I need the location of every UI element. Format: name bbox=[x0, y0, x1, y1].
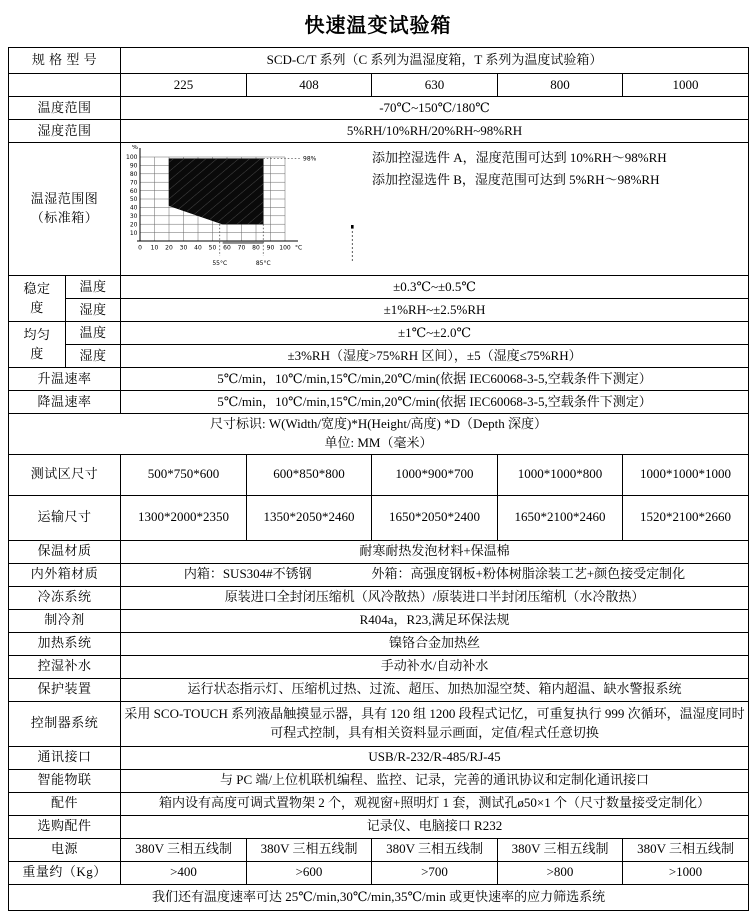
transport-size-row bbox=[9, 495, 749, 540]
stability-group-label: 稳定 度 bbox=[9, 276, 66, 322]
svg-text:40: 40 bbox=[194, 244, 202, 252]
spec-sheet-page bbox=[0, 9, 756, 911]
cooling-rate-label: 降温速率 bbox=[9, 391, 121, 414]
svg-text:50: 50 bbox=[129, 196, 138, 204]
weight-value: >1000 bbox=[623, 861, 749, 884]
insulation-row bbox=[9, 540, 749, 563]
temp-range-label: 温度范围 bbox=[9, 97, 121, 120]
model-cell: 225 bbox=[121, 74, 247, 97]
svg-text:70: 70 bbox=[129, 179, 138, 187]
spec-table bbox=[8, 47, 749, 911]
comm-port-value: USB/R-232/R-485/RJ-45 bbox=[121, 746, 749, 769]
transport-size-value: 1650*2050*2400 bbox=[372, 495, 498, 540]
stability-temp-label: 温度 bbox=[66, 276, 121, 299]
weight-value: >600 bbox=[247, 861, 372, 884]
test-area-value: 1000*1000*1000 bbox=[623, 454, 749, 495]
models-empty-cell bbox=[9, 74, 121, 97]
footer-row bbox=[9, 884, 749, 910]
accessories-value: 箱内设有高度可调式置物架 2 个，观视窗+照明灯 1 套，测试孔ø50×1 个（尺寸数量接受定制化） bbox=[121, 792, 749, 815]
uniformity-temp-row bbox=[9, 322, 749, 345]
comm-port-row bbox=[9, 746, 749, 769]
optional-row bbox=[9, 815, 749, 838]
chart-row bbox=[9, 143, 749, 276]
comm-port-label: 通讯接口 bbox=[9, 746, 121, 769]
humidify-water-value: 手动补水/自动补水 bbox=[121, 655, 749, 678]
svg-text:90: 90 bbox=[266, 244, 275, 252]
temp-humidity-range-chart bbox=[124, 145, 364, 273]
svg-text:40: 40 bbox=[129, 204, 138, 212]
svg-text:30: 30 bbox=[179, 244, 188, 252]
svg-text:60: 60 bbox=[223, 244, 231, 252]
humidify-water-label: 控湿补水 bbox=[9, 655, 121, 678]
svg-text:10: 10 bbox=[150, 244, 159, 252]
test-area-value: 600*850*800 bbox=[247, 454, 372, 495]
iot-label: 智能物联 bbox=[9, 769, 121, 792]
box-material-row bbox=[9, 563, 749, 586]
svg-text:10: 10 bbox=[129, 229, 138, 237]
stability-temp-value: ±0.3℃~±0.5℃ bbox=[121, 276, 749, 299]
footer-note: 我们还有温度速率可达 25℃/min,30℃/min,35℃/min 或更快速率的应力筛选系统 bbox=[9, 884, 749, 910]
uniformity-humidity-value: ±3%RH（湿度>75%RH 区间），±5（湿度≤75%RH） bbox=[121, 345, 749, 368]
svg-text:100: 100 bbox=[279, 244, 291, 252]
stability-humidity-value: ±1%RH~±2.5%RH bbox=[121, 299, 749, 322]
note-option-b: 添加控湿选件 B，湿度范围可达到 5%RH～98%RH bbox=[372, 172, 660, 187]
stability-humidity-label: 湿度 bbox=[66, 299, 121, 322]
heating-rate-row bbox=[9, 368, 749, 391]
svg-text:98%: 98% bbox=[303, 155, 317, 163]
svg-text:°C: °C bbox=[295, 244, 303, 252]
humidity-range-value: 5%RH/10%RH/20%RH~98%RH bbox=[121, 120, 749, 143]
test-area-value: 1000*1000*800 bbox=[498, 454, 623, 495]
stability-humidity-row bbox=[9, 299, 749, 322]
weight-value: >700 bbox=[372, 861, 498, 884]
refrigeration-value: 原装进口全封闭压缩机（风冷散热）/原装进口半封闭压缩机（水冷散热） bbox=[121, 586, 749, 609]
protection-value: 运行状态指示灯、压缩机过热、过流、超压、加热加湿空焚、箱内超温、缺水警报系统 bbox=[121, 678, 749, 701]
size-note-row bbox=[9, 414, 749, 455]
power-row bbox=[9, 838, 749, 861]
chart-cell bbox=[121, 143, 749, 276]
svg-text:30: 30 bbox=[129, 213, 138, 220]
test-area-value: 1000*900*700 bbox=[372, 454, 498, 495]
svg-text:70: 70 bbox=[237, 244, 246, 252]
optional-value: 记录仪、电脑接口 R232 bbox=[121, 815, 749, 838]
svg-text:50: 50 bbox=[208, 244, 217, 252]
model-cell: 1000 bbox=[623, 74, 749, 97]
chart-notes bbox=[372, 145, 667, 191]
controller-label: 控制器系统 bbox=[9, 701, 121, 746]
humidity-range-row bbox=[9, 120, 749, 143]
outer-box-material: 外箱：高强度钢板+粉体树脂涂装工艺+颜色接受定制化 bbox=[371, 566, 686, 582]
stability-temp-row bbox=[9, 276, 749, 299]
accessories-label: 配件 bbox=[9, 792, 121, 815]
models-row bbox=[9, 74, 749, 97]
weight-label: 重量约（Kg） bbox=[9, 861, 121, 884]
svg-text:80: 80 bbox=[252, 244, 260, 252]
box-material-value bbox=[121, 563, 749, 586]
refrigerant-label: 制冷剂 bbox=[9, 609, 121, 632]
model-cell: 800 bbox=[498, 74, 623, 97]
humidity-range-label: 湿度范围 bbox=[9, 120, 121, 143]
model-cell: 630 bbox=[372, 74, 498, 97]
heating-system-label: 加热系统 bbox=[9, 632, 121, 655]
size-note-line1: 尺寸标识: W(Width/宽度)*H(Height/高度) *D（Depth 深度） bbox=[209, 416, 548, 431]
insulation-label: 保温材质 bbox=[9, 540, 121, 563]
iot-value: 与 PC 端/上位机联机编程、监控、记录，完善的通讯协议和定制化通讯接口 bbox=[121, 769, 749, 792]
test-area-value: 500*750*600 bbox=[121, 454, 247, 495]
humidify-water-row bbox=[9, 655, 749, 678]
note-option-a: 添加控湿选件 A，湿度范围可达到 10%RH～98%RH bbox=[372, 150, 667, 165]
svg-text:80: 80 bbox=[129, 171, 138, 178]
chart-label: 温湿范围图 （标准箱） bbox=[9, 143, 121, 276]
cooling-rate-row bbox=[9, 391, 749, 414]
transport-size-value: 1650*2100*2460 bbox=[498, 495, 623, 540]
svg-text:55°C: 55°C bbox=[212, 260, 228, 267]
size-note-line2: 单位: MM（毫米） bbox=[324, 434, 433, 450]
accessories-row bbox=[9, 792, 749, 815]
test-area-label: 测试区尺寸 bbox=[9, 454, 121, 495]
power-label: 电源 bbox=[9, 838, 121, 861]
svg-text:60: 60 bbox=[129, 187, 138, 195]
uniformity-group-label: 均匀 度 bbox=[9, 322, 66, 368]
transport-size-value: 1350*2050*2460 bbox=[247, 495, 372, 540]
inner-box-material: 内箱：SUS304#不锈钢 bbox=[183, 566, 312, 582]
refrigeration-row bbox=[9, 586, 749, 609]
insulation-value: 耐寒耐热发泡材料+保温棉 bbox=[121, 540, 749, 563]
cooling-rate-value: 5℃/min，10℃/min,15℃/min,20℃/min(依据 IEC60068-3-5,空载条件下测定） bbox=[121, 391, 749, 414]
uniformity-humidity-label: 湿度 bbox=[66, 345, 121, 368]
power-value: 380V 三相五线制 bbox=[247, 838, 372, 861]
weight-row bbox=[9, 861, 749, 884]
power-value: 380V 三相五线制 bbox=[498, 838, 623, 861]
svg-text:85°C: 85°C bbox=[255, 260, 271, 267]
refrigeration-label: 冷冻系统 bbox=[9, 586, 121, 609]
power-value: 380V 三相五线制 bbox=[372, 838, 498, 861]
refrigerant-row bbox=[9, 609, 749, 632]
spec-value: SCD-C/T 系列（C 系列为温湿度箱，T 系列为温度试验箱） bbox=[121, 48, 749, 74]
transport-size-value: 1520*2100*2660 bbox=[623, 495, 749, 540]
iot-row bbox=[9, 769, 749, 792]
svg-text:90: 90 bbox=[129, 162, 138, 170]
svg-text:%: % bbox=[131, 145, 139, 151]
svg-text:100: 100 bbox=[126, 154, 138, 162]
svg-text:20: 20 bbox=[165, 244, 173, 252]
protection-label: 保护装置 bbox=[9, 678, 121, 701]
refrigerant-value: R404a，R23,满足环保法规 bbox=[121, 609, 749, 632]
controller-row bbox=[9, 701, 749, 746]
test-area-row bbox=[9, 454, 749, 495]
transport-size-value: 1300*2000*2350 bbox=[121, 495, 247, 540]
weight-value: >400 bbox=[121, 861, 247, 884]
heating-rate-label: 升温速率 bbox=[9, 368, 121, 391]
heating-rate-value: 5℃/min，10℃/min,15℃/min,20℃/min(依据 IEC60068-3-5,空载条件下测定） bbox=[121, 368, 749, 391]
box-material-label: 内外箱材质 bbox=[9, 563, 121, 586]
optional-label: 选购配件 bbox=[9, 815, 121, 838]
svg-text:20: 20 bbox=[129, 221, 138, 229]
power-value: 380V 三相五线制 bbox=[623, 838, 749, 861]
temp-range-value: -70℃~150℃/180℃ bbox=[121, 97, 749, 120]
page-title: 快速温变试验箱 bbox=[304, 15, 452, 37]
weight-value: >800 bbox=[498, 861, 623, 884]
power-value: 380V 三相五线制 bbox=[121, 838, 247, 861]
spec-label: 规 格 型 号 bbox=[9, 48, 121, 74]
transport-size-label: 运输尺寸 bbox=[9, 495, 121, 540]
protection-row bbox=[9, 678, 749, 701]
svg-text:0: 0 bbox=[138, 244, 142, 252]
model-cell: 408 bbox=[247, 74, 372, 97]
spec-row bbox=[9, 48, 749, 74]
uniformity-humidity-row bbox=[9, 345, 749, 368]
uniformity-temp-value: ±1℃~±2.0℃ bbox=[121, 322, 749, 345]
heating-system-row bbox=[9, 632, 749, 655]
temp-range-row bbox=[9, 97, 749, 120]
controller-value: 采用 SCO-TOUCH 系列液晶触摸显示器，具有 120 组 1200 段程式记忆，可重复执行 999 次循环，温湿度同时可程式控制，具有相关资料显示画面，定值/程式任意切换 bbox=[121, 701, 749, 746]
uniformity-temp-label: 温度 bbox=[66, 322, 121, 345]
size-note bbox=[9, 414, 749, 455]
heating-system-value: 镍铬合金加热丝 bbox=[121, 632, 749, 655]
